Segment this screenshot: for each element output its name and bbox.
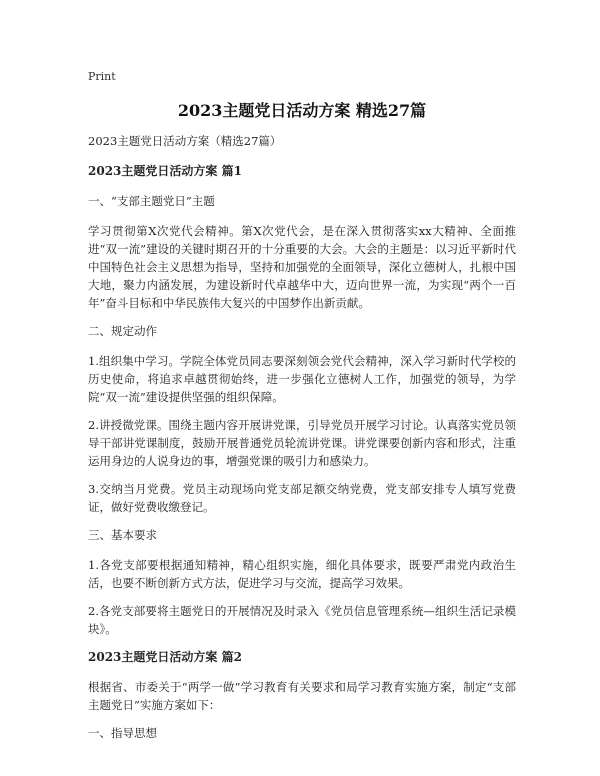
document-title: 2023主题党日活动方案 精选27篇 (177, 101, 427, 120)
section-2-title: 2023主题党日活动方案 篇2 (88, 650, 242, 664)
section-1-paragraph-3: 2.讲授微党课。围绕主题内容开展讲党课，引导党员开展学习讨论。认真落实党员领导干部讲党课制度，鼓励开展普通党员轮流讲党课。讲党课要创新内容和形式，注重运用身边的人说身边的事，增强党课的吸引力和感染力。 (88, 418, 516, 468)
section-1-paragraph-2: 1.组织集中学习。学院全体党员同志要深刻领会党代会精神，深入学习新时代学校的历史使命，将追求卓越贯彻始终，进一步强化立德树人工作，加强党的领导，为学院“双一流”建设提供坚强的组织保障。 (88, 354, 516, 404)
section-1-heading-2: 二、规定动作 (88, 324, 157, 338)
section-1-paragraph-1: 学习贯彻第X次党代会精神。第X次党代会，是在深入贯彻落实xx大精神、全面推进“双一流”建设的关键时期召开的十分重要的大会。大会的主题是：以习近平新时代中国特色社会主义思想为指导，坚持和加强党的全面领导，深化立德树人，扎根中国大地，聚力内涵发展，为建设新时代卓越华中大，迈向世界一流，为实现“两个一百年”奋斗目标和中华民族伟大复兴的中国梦作出新贡献。 (88, 224, 516, 310)
document-body (88, 132, 516, 754)
section-2-paragraph-1: 根据省、市委关于“两学一做”学习教育有关要求和局学习教育实施方案，制定“支部主题党日”实施方案如下： (88, 680, 516, 712)
section-2-heading-1: 一、指导思想 (88, 726, 157, 740)
section-1-paragraph-4: 3.交纳当月党费。党员主动现场向党支部足额交纳党费，党支部安排专人填写党费证，做好党费收缴登记。 (88, 482, 516, 514)
section-1-heading-1: 一、“支部主题党日”主题 (88, 194, 215, 208)
section-1-title: 2023主题党日活动方案 篇1 (88, 164, 242, 178)
section-1-paragraph-6: 2.各党支部要将主题党日的开展情况及时录入《党员信息管理系统—组织生活记录模块》。 (88, 604, 516, 636)
print-link[interactable]: Print (88, 70, 116, 83)
document-subtitle: 2023主题党日活动方案（精选27篇） (88, 134, 282, 148)
section-1-paragraph-5: 1.各党支部要根据通知精神，精心组织实施，细化具体要求，既要严肃党内政治生活，也要不断创新方式方法，促进学习与交流，提高学习效果。 (88, 558, 516, 590)
section-1-heading-3: 三、基本要求 (88, 528, 157, 542)
